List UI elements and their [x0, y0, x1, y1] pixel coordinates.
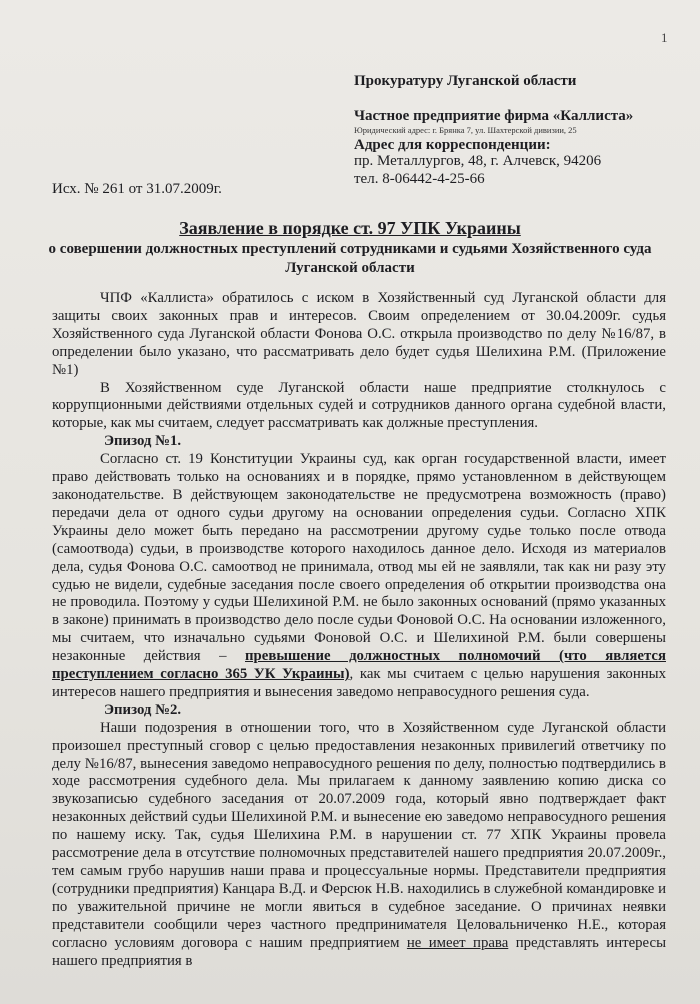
document-body: [52, 290, 666, 970]
document-subtitle: о совершении должностных преступлений сотрудниками и судьями Хозяйственного суда Луганской области: [48, 241, 652, 276]
company-name: Частное предприятие фирма «Каллиста»: [354, 108, 634, 124]
document-title: Заявление в порядке ст. 97 УПК Украины: [179, 218, 521, 238]
recipient: Прокуратуру Луганской области: [354, 73, 577, 89]
episode-heading: Эпизод №2.: [104, 701, 182, 718]
underlined-text: не имеет права: [406, 934, 509, 951]
episode-heading: Эпизод №1.: [104, 433, 182, 450]
legal-address: Юридический адрес: г. Брянка 7, ул. Шахтерской дивизии, 25: [354, 125, 577, 135]
paragraph: Согласно ст. 19 Конституции Украины суд, как орган государственной власти, имеет право действовать только на основаниях и в порядке, прямо установленном в действующем законодательстве. В действующем законодательстве не предусмотрена возможность (право) передачи дела от одного судьи другому на основании определения судьи. Согласно ХПК Украины дело может быть передано на рассмотрении другому судье только после отвода (самоотвода) судьи, в производстве которого находилось данное дело. Исходя из материалов дела, судья Фонова О.С. самоотвод не принимала, отвод мы ей не заявляли, так как ни разу эту судью не видели, судебные заседания после своего определения об открытии производства она не проводила. Поэтому у судьи Шелихиной Р.М. не было законных оснований (прямо указанных в законе) принимать в производство дело после судьи Фоновой О.С. На основании изложенного, мы считаем, что изначально судьями Фоновой О.С. и Шелихиной Р.М. были совершены незаконные действия – превышение должностных полномочий (что является преступлением согласно 365 УК Украины), как мы считаем с целью нарушения законных интересов нашего предприятия и вынесения заведомо неправосудного решения суда.: [52, 451, 666, 700]
paragraph: ЧПФ «Каллиста» обратилось с иском в Хозяйственный суд Луганской области для защиты своих законных прав и интересов. Своим определением от 30.04.2009г. судья Хозяйственного суда Луганской области Фонова О.С. открыла производство по делу №16/87, в определении было указано, что рассматривать дело будет судья Шелихина Р.М. (Приложение №1): [52, 290, 666, 378]
page-number: 1: [661, 30, 668, 45]
postal-address: пр. Металлургов, 48, г. Алчевск, 94206: [354, 153, 602, 169]
correspondence-label: Адрес для корреспонденции:: [354, 137, 551, 153]
highlighted-text: превышение должностных полномочий (что является преступлением согласно 365 УК Украины): [52, 648, 666, 683]
phone: тел. 8-06442-4-25-66: [354, 171, 485, 187]
outgoing-number: Исх. № 261 от 31.07.2009г.: [52, 181, 222, 197]
paragraph: Наши подозрения в отношении того, что в Хозяйственном суде Луганской области произошел преступный сговор с целью предоставления незаконных привилегий ответчику по делу №16/87, вынесения заведомо неправосудного решения по делу, полностью подтвердились в ходе рассмотрения судебного дела. Мы прилагаем к данному заявлению копию диска со звукозаписью судебного заседания от 20.07.2009 года, который явно подтверждает факт незаконных действий судьи Шелихиной Р.М. и вынесение ею заведомо неправосудного решения по нашему иску. Так, судья Шелихина Р.М. в нарушении ст. 77 ХПК Украины провела рассмотрение дела в отсутствие полномочных представителей нашего предприятия 20.07.2009г., тем самым грубо нарушив наши права и процессуальные нормы. Представители предприятия (сотрудники предприятия) Канцара В.Д. и Ферсюк Н.В. находились в служебной командировке и по уважительной причине не могли явиться в судебное заседание. О причинах неявки представители сообщили через частного предпринимателя Целовальниченко Н.Е., которая согласно условиям договора с нашим предприятием не имеет права представлять интересы нашего предприятия в: [52, 719, 667, 969]
paragraph: В Хозяйственном суде Луганской области наше предприятие столкнулось с коррупционными действиями отдельных судей и сотрудников данного органа судебной власти, которые, как мы считаем, следует рассматривать как должные преступления.: [52, 379, 666, 432]
